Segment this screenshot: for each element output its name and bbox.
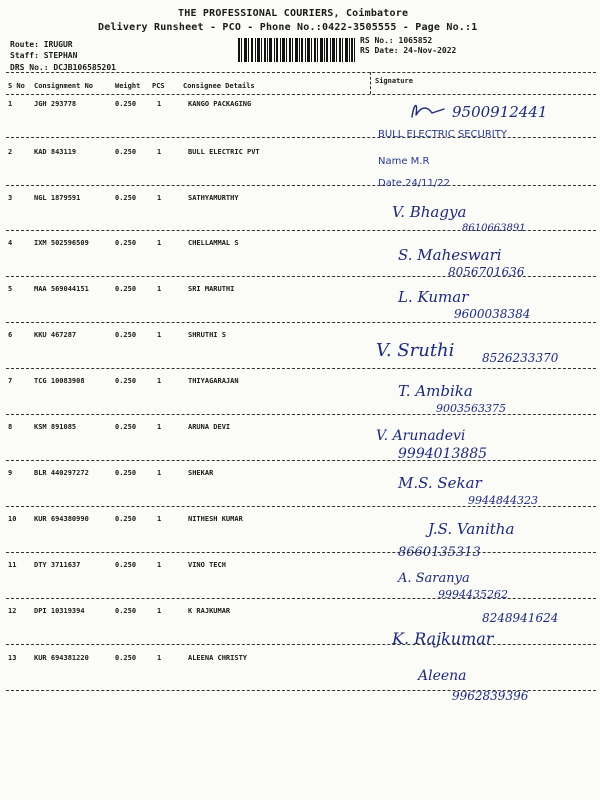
staff-label: Staff: STEPHAN xyxy=(10,51,78,60)
row-sno: 7 xyxy=(8,377,13,385)
row-weight: 0.250 xyxy=(115,377,137,385)
signature-phone: 8526233370 xyxy=(482,351,559,365)
row-consignee: ALEENA CHRISTY xyxy=(188,654,248,662)
row-consignee: ARUNA DEVI xyxy=(188,423,231,431)
col-signature: Signature xyxy=(375,77,413,85)
signature-name: J.S. Vanitha xyxy=(428,520,515,538)
signature-10 xyxy=(372,512,594,562)
col-pcs: PCS xyxy=(152,82,165,90)
signature-12 xyxy=(372,606,594,650)
row-consignee: VINO TECH xyxy=(188,561,226,569)
row-pcs: 1 xyxy=(157,561,162,569)
row-consignee: SHRUTHI S xyxy=(188,331,226,339)
row-consignment: NGL 1879591 xyxy=(34,194,81,202)
rs-date: RS Date: 24-Nov-2022 xyxy=(360,46,457,55)
signature-name: V. Sruthi xyxy=(376,340,455,361)
row-consignee: SATHYAMURTHY xyxy=(188,194,239,202)
signature-phone: 9600038384 xyxy=(454,307,531,321)
row-consignment: JGH 293778 xyxy=(34,100,77,108)
signature-7 xyxy=(372,376,594,416)
signature-phone: 8610663891 xyxy=(462,223,526,234)
row-consignment: KUR 694381220 xyxy=(34,654,89,662)
row-pcs: 1 xyxy=(157,100,162,108)
signature-name: T. Ambika xyxy=(398,382,473,400)
row-divider xyxy=(6,368,596,369)
row-divider xyxy=(6,322,596,323)
row-sno: 11 xyxy=(8,561,17,569)
company-title: THE PROFESSIONAL COURIERS, Coimbatore xyxy=(178,8,409,19)
row-divider xyxy=(6,460,596,461)
row-consignee: CHELLAMMAL S xyxy=(188,239,239,247)
signature-2 xyxy=(372,146,594,194)
row-sno: 10 xyxy=(8,515,17,523)
row-consignment: KKU 467287 xyxy=(34,331,77,339)
route-label: Route: IRUGUR xyxy=(10,40,73,49)
stamp-name: Name M.R xyxy=(378,156,430,167)
row-sno: 3 xyxy=(8,194,13,202)
row-pcs: 1 xyxy=(157,423,162,431)
row-weight: 0.250 xyxy=(115,100,137,108)
row-consignment: DPI 10319394 xyxy=(34,607,85,615)
row-consignment: KAD 843119 xyxy=(34,148,77,156)
row-pcs: 1 xyxy=(157,607,162,615)
col-sno: S No xyxy=(8,82,25,90)
row-consignee: BULL ELECTRIC PVT xyxy=(188,148,260,156)
row-consignee: NITHESH KUMAR xyxy=(188,515,243,523)
row-pcs: 1 xyxy=(157,515,162,523)
barcode-image xyxy=(238,38,355,62)
signature-4 xyxy=(372,240,594,280)
row-weight: 0.250 xyxy=(115,331,137,339)
signature-5 xyxy=(372,282,594,322)
row-pcs: 1 xyxy=(157,654,162,662)
signature-phone: 9944844323 xyxy=(468,494,538,507)
signature-phone: 8660135313 xyxy=(398,545,481,560)
signature-phone: 8056701636 xyxy=(448,265,525,279)
row-sno: 9 xyxy=(8,469,13,477)
row-consignee: SHEKAR xyxy=(188,469,214,477)
signature-3 xyxy=(372,195,594,235)
row-weight: 0.250 xyxy=(115,423,137,431)
row-pcs: 1 xyxy=(157,469,162,477)
row-weight: 0.250 xyxy=(115,239,137,247)
runsheet-subtitle: Delivery Runsheet - PCO - Phone No.:0422-3505555 - Page No.:1 xyxy=(98,22,478,33)
row-sno: 5 xyxy=(8,285,13,293)
row-consignee: KANGO PACKAGING xyxy=(188,100,252,108)
signature-name: V. Arunadevi xyxy=(376,428,466,444)
row-sno: 13 xyxy=(8,654,17,662)
signature-name: L. Kumar xyxy=(398,288,469,306)
row-weight: 0.250 xyxy=(115,148,137,156)
signature-phone: 9500912441 xyxy=(452,103,548,121)
header-top-rule xyxy=(6,72,596,73)
row-consignment: IXM 502596509 xyxy=(34,239,89,247)
signature-phone: 9003563375 xyxy=(436,402,506,415)
signature-name: M.S. Sekar xyxy=(398,474,482,492)
row-consignment: DTY 3711637 xyxy=(34,561,81,569)
col-consignee: Consignee Details xyxy=(183,82,255,90)
row-weight: 0.250 xyxy=(115,561,137,569)
row-pcs: 1 xyxy=(157,194,162,202)
signature-name: Aleena xyxy=(418,668,467,684)
row-pcs: 1 xyxy=(157,377,162,385)
col-consignment: Consignment No xyxy=(34,82,94,90)
stamp-date: Date 24/11/22 xyxy=(378,178,450,189)
signature-phone: 9994435262 xyxy=(438,588,508,601)
row-sno: 4 xyxy=(8,239,13,247)
row-consignee: SRI MARUTHI xyxy=(188,285,235,293)
signature-6 xyxy=(372,328,594,368)
rs-number: RS No.: 1065852 xyxy=(360,36,433,45)
row-weight: 0.250 xyxy=(115,515,137,523)
signature-13 xyxy=(372,660,594,704)
signature-8 xyxy=(372,420,594,460)
signature-11 xyxy=(372,562,594,602)
row-consignment: KSM 891085 xyxy=(34,423,77,431)
row-weight: 0.250 xyxy=(115,607,137,615)
signature-column-divider xyxy=(370,72,371,94)
row-sno: 1 xyxy=(8,100,13,108)
row-weight: 0.250 xyxy=(115,654,137,662)
row-consignee: K RAJKUMAR xyxy=(188,607,231,615)
row-consignment: MAA 569044151 xyxy=(34,285,89,293)
row-weight: 0.250 xyxy=(115,285,137,293)
signature-name: A. Saranya xyxy=(398,571,470,586)
row-consignment: BLR 440297272 xyxy=(34,469,89,477)
drs-number: DRS No.: DCJB106585201 xyxy=(10,63,116,72)
row-sno: 12 xyxy=(8,607,17,615)
col-weight: Weight xyxy=(115,82,141,90)
signature-name: S. Maheswari xyxy=(398,246,502,264)
signature-phone: 9994013885 xyxy=(398,446,488,460)
signature-phone: 9962839396 xyxy=(452,689,529,703)
row-consignment: KUR 694380990 xyxy=(34,515,89,523)
row-sno: 8 xyxy=(8,423,13,431)
row-pcs: 1 xyxy=(157,331,162,339)
signature-1 xyxy=(372,95,594,145)
signature-9 xyxy=(372,468,594,508)
row-pcs: 1 xyxy=(157,285,162,293)
signature-name: K. Rajkumar xyxy=(392,629,494,648)
row-sno: 6 xyxy=(8,331,13,339)
row-pcs: 1 xyxy=(157,148,162,156)
row-consignee: THIYAGARAJAN xyxy=(188,377,239,385)
row-weight: 0.250 xyxy=(115,194,137,202)
row-sno: 2 xyxy=(8,148,13,156)
company-stamp: BULL ELECTRIC SECURITY xyxy=(378,129,507,140)
signature-phone: 8248941624 xyxy=(482,611,559,625)
row-weight: 0.250 xyxy=(115,469,137,477)
row-consignment: TCG 10083908 xyxy=(34,377,85,385)
signature-name: V. Bhagya xyxy=(392,203,467,221)
row-pcs: 1 xyxy=(157,239,162,247)
